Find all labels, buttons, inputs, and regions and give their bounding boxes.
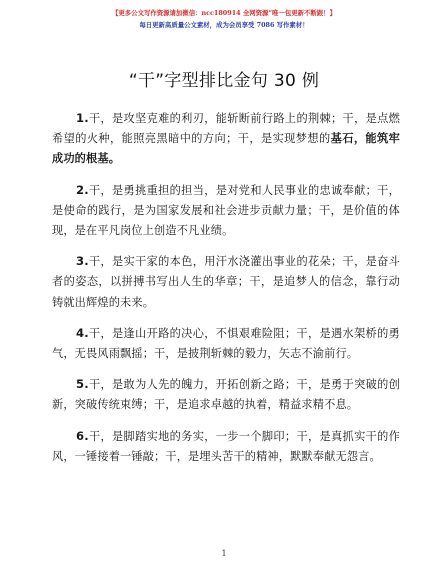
promo-banner-line-1: 【更多公文写作资源请加微信：ncc180914 全网资源“唯一包更新不断跟！】 bbox=[112, 9, 336, 17]
document-body bbox=[52, 108, 400, 477]
header-banner bbox=[0, 8, 448, 30]
document-title: “干”字型排比金句 30 例 bbox=[128, 71, 320, 91]
paragraph-number: 2. bbox=[76, 182, 89, 197]
paragraph-text: 干，是攻坚克难的利刃，能斩断前行路上的荆棘；干，是点燃希望的火种，能照亮黑暗中的方向；干，是实现梦想的 bbox=[52, 112, 400, 146]
page-number: 1 bbox=[221, 549, 227, 558]
paragraph-text: 干，是勇挑重担的担当，是对党和人民事业的忠诚奉献；干，是使命的践行，是为国家发展和社会进步贡献力量；干，是价值的体现，是在平凡岗位上创造不凡业绩。 bbox=[52, 183, 400, 238]
paragraph-number: 5. bbox=[76, 377, 89, 392]
paragraph-1 bbox=[52, 108, 400, 170]
paragraph-number: 3. bbox=[76, 254, 89, 269]
paragraph-number: 6. bbox=[76, 428, 89, 443]
paragraph-5 bbox=[52, 374, 400, 415]
paragraph-text: 干，是实干家的本色，用汗水浇灌出事业的花朵；干，是奋斗者的姿态，以拼搏书写出人生的华章；干，是追梦人的信念，靠行动铸就出辉煌的未来。 bbox=[52, 255, 400, 309]
promo-banner-line-2: 每日更新高质量公文素材，成为会员享受 7086 写作素材！ bbox=[139, 21, 309, 29]
paragraph-6 bbox=[52, 426, 400, 467]
paragraph-text: 干，是脚踏实地的务实，一步一个脚印；干，是真抓实干的作风，一锤接着一锤敲；干，是埋头苦干的精神，默默奉献无怨言。 bbox=[52, 429, 400, 463]
paragraph-2 bbox=[52, 180, 400, 242]
paragraph-4 bbox=[52, 323, 400, 364]
paragraph-text: 干，是敢为人先的魄力，开拓创新之路；干，是勇于突破的创新，突破传统束缚；干，是追求卓越的执着，精益求精不息。 bbox=[52, 378, 400, 412]
paragraph-3 bbox=[52, 251, 400, 313]
paragraph-text: 干，是逢山开路的决心，不惧艰难险阻；干，是遇水架桥的勇气，无畏风雨飘摇；干，是披荆斩棘的毅力，矢志不渝前行。 bbox=[52, 326, 400, 361]
paragraph-number: 4. bbox=[76, 325, 89, 340]
paragraph-bold-text: 基石，能筑牢成功的根基。 bbox=[52, 132, 400, 166]
paragraph-number: 1. bbox=[76, 111, 89, 125]
